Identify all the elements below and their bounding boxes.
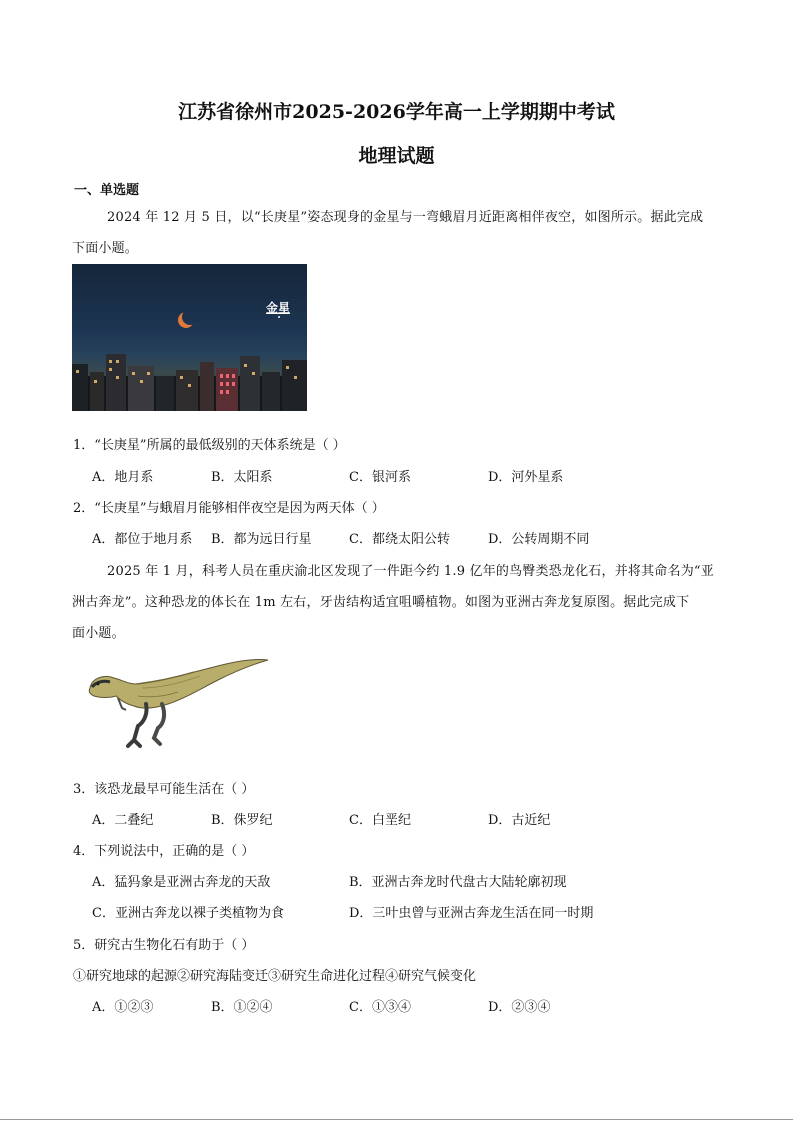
exam-title: 江苏省徐州市2025-2026学年高一上学期期中考试 [178,101,615,123]
q4-option-c[interactable]: C．亚洲古奔龙以裸子类植物为食 [92,906,284,921]
q5-option-c[interactable]: C．①③④ [349,1000,411,1015]
q5-option-b[interactable]: B．①②④ [211,1000,273,1015]
q1-option-c[interactable]: C．银河系 [349,470,411,485]
dinosaur-illustration [82,654,272,752]
question-5-stem: 5．研究古生物化石有助于（ ） [73,938,255,953]
passage1-line2: 下面小题。 [72,241,139,256]
question-3-stem: 3．该恐龙最早可能生活在（ ） [73,782,255,797]
night-sky-photo [72,264,307,411]
venus-dot [278,316,280,318]
passage2-line2: 洲古奔龙”。这种恐龙的体长在 1m 左右，牙齿结构适宜咀嚼植物。如图为亚洲古奔龙复原图。据此完成下 [72,595,690,610]
passage2-line1: 2025 年 1 月，科考人员在重庆渝北区发现了一件距今约 1.9 亿年的鸟臀类恐龙化石，并将其命名为“亚 [107,564,714,579]
exam-subject: 地理试题 [358,145,435,167]
q5-option-a[interactable]: A．①②③ [92,1000,154,1015]
section-heading: 一、单选题 [74,183,140,198]
q4-option-b[interactable]: B．亚洲古奔龙时代盘古大陆轮廓初现 [349,875,567,890]
question-2-stem: 2．“长庚星”与蛾眉月能够相伴夜空是因为两天体（ ） [73,501,385,516]
q1-option-b[interactable]: B．太阳系 [211,470,273,485]
question-5-statements: ①研究地球的起源②研究海陆变迁③研究生命进化过程④研究气候变化 [73,969,477,984]
q4-option-d[interactable]: D．三叶虫曾与亚洲古奔龙生活在同一时期 [349,906,594,921]
passage2-line3: 面小题。 [72,626,125,641]
q2-option-d[interactable]: D．公转周期不同 [488,532,590,547]
q1-option-d[interactable]: D．河外星系 [488,470,564,485]
q2-option-c[interactable]: C．都绕太阳公转 [349,532,450,547]
q2-option-b[interactable]: B．都为远日行星 [211,532,312,547]
q3-option-d[interactable]: D．古近纪 [488,813,551,828]
q4-option-a[interactable]: A．猛犸象是亚洲古奔龙的天敌 [92,875,271,890]
q1-option-a[interactable]: A．地月系 [92,470,154,485]
q2-option-a[interactable]: A．都位于地月系 [92,532,193,547]
page-bottom-rule [0,1119,793,1120]
question-1-stem: 1．“长庚星”所属的最低级别的天体系统是（ ） [73,438,346,453]
city-skyline [72,336,307,411]
q3-option-b[interactable]: B．侏罗纪 [211,813,273,828]
crescent-moon [182,309,198,325]
q5-option-d[interactable]: D．②③④ [488,1000,551,1015]
q3-option-c[interactable]: C．白垩纪 [349,813,411,828]
passage1-line1: 2024 年 12 月 5 日，以“长庚星”姿态现身的金星与一弯蛾眉月近距离相伴夜空，如图所示。据此完成 [107,210,704,225]
question-4-stem: 4．下列说法中，正确的是（ ） [73,844,255,859]
venus-label: 金星 [266,301,291,315]
q3-option-a[interactable]: A．二叠纪 [92,813,154,828]
